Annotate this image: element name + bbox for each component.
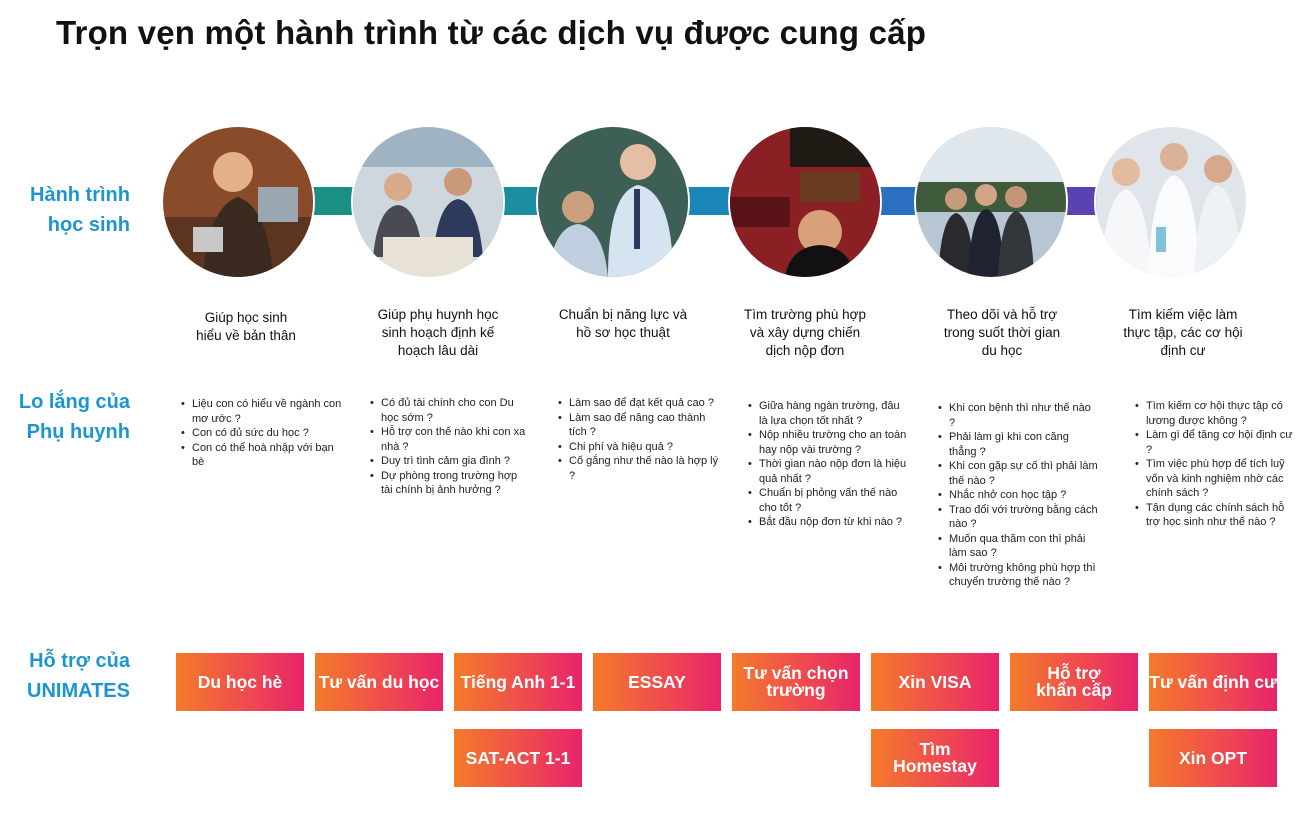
concern-item: • Tận dụng các chính sách hỗ trợ học sinh như thế nào ?: [1146, 501, 1296, 530]
concern-item: • Làm sao để đạt kết quả cao ?: [569, 396, 719, 411]
step-title-6-line2: thực tập, các cơ hội: [1123, 325, 1243, 340]
concern-item: • Giữa hàng ngàn trường, đâu là lựa chọn tốt nhất ?: [759, 399, 909, 428]
step-title-5-line3: du học: [981, 343, 1023, 358]
service-du-hoc-he: [176, 653, 304, 711]
step-title-5-line1: Theo dõi và hỗ trợ: [946, 307, 1058, 322]
label-worries: [0, 387, 130, 447]
label-worries-line2: Phụ huynh: [26, 421, 130, 443]
service-label: Tiếng Anh 1-1: [460, 671, 576, 692]
service-label: Xin VISA: [898, 671, 972, 692]
service-tu-van-dinh-cu: [1149, 653, 1277, 711]
step-title-3-line2: hồ sơ học thuật: [576, 325, 670, 340]
concern-item: • Cố gắng như thế nào là hợp lý ?: [569, 454, 719, 483]
scientists-lab-photo: [1096, 127, 1246, 277]
service-tim-homestay: [871, 729, 999, 787]
concerns-list-2: [367, 396, 531, 498]
step-title-3-line1: Chuẩn bị năng lực và: [558, 307, 688, 322]
step-title-3: [538, 306, 708, 342]
concern-item: • Khi con gặp sự cố thì phải làm thế nào ?: [949, 459, 1099, 488]
step-title-2-line3: hoạch lâu dài: [397, 343, 479, 358]
concern-item: • Dự phòng trong trường hợp tài chính bị ảnh hưởng ?: [381, 469, 531, 498]
service-essay: [593, 653, 721, 711]
concern-item: • Liệu con có hiểu về ngành con mơ ước ?: [192, 397, 342, 426]
step-title-4-line3: dịch nộp đơn: [765, 343, 845, 358]
step-title-6-line1: Tìm kiếm việc làm: [1128, 307, 1238, 322]
service-label: Du học hè: [197, 671, 283, 692]
concern-item: • Nhắc nhở con học tập ?: [949, 488, 1099, 503]
step-title-6-line3: định cư: [1160, 343, 1206, 358]
label-support-line1: Hỗ trợ của: [29, 650, 130, 672]
service-label-line2: Homestay: [893, 756, 977, 776]
service-label-line2: trường: [766, 680, 826, 700]
concern-item: • Có đủ tài chính cho con Du học sớm ?: [381, 396, 531, 425]
step-title-2-line2: sinh hoạch định kế: [381, 325, 495, 340]
label-support: [0, 646, 130, 706]
service-label: Tư vấn định cư: [1149, 671, 1277, 692]
concern-item: • Chuẩn bị phỏng vấn thế nào cho tốt ?: [759, 486, 909, 515]
step-title-4-line2: và xây dựng chiến: [749, 325, 861, 340]
concern-item: • Trao đổi với trường bằng cách nào ?: [949, 503, 1099, 532]
label-worries-line1: Lo lắng của: [18, 391, 130, 413]
concerns-list-6: [1132, 399, 1296, 530]
concern-item: • Con có thể hoà nhập với bạn bè: [192, 441, 342, 470]
service-tu-van-du-hoc: [315, 653, 443, 711]
service-label-line2: khẩn cấp: [1036, 680, 1112, 700]
label-journey-line2: học sinh: [47, 214, 130, 236]
concern-item: • Làm sao để nâng cao thành tích ?: [569, 411, 719, 440]
concern-item: • Tìm việc phù hợp để tích luỹ vốn và kinh nghiệm nhờ các chính sách ?: [1146, 457, 1296, 501]
concern-item: • Thời gian nào nộp đơn là hiệu quả nhất ?: [759, 457, 909, 486]
concerns-list-3: [555, 396, 719, 483]
step-title-1-line1: Giúp học sinh: [204, 310, 288, 325]
students-group-photo: [916, 127, 1066, 277]
concern-item: • Hỗ trợ con thế nào khi con xa nhà ?: [381, 425, 531, 454]
service-tieng-anh: [454, 653, 582, 711]
service-label: Xin OPT: [1178, 747, 1248, 768]
concern-item: • Làm gì để tăng cơ hội định cư ?: [1146, 428, 1296, 457]
concerns-list-1: [178, 397, 342, 470]
step-title-6: [1098, 306, 1268, 360]
step-title-1: [161, 309, 331, 345]
concern-item: • Nộp nhiều trường cho an toàn hay nộp vài trường ?: [759, 428, 909, 457]
step-title-5: [917, 306, 1087, 360]
service-label-line1: Hỗ trợ: [1047, 663, 1101, 683]
concern-item: • Khi con bệnh thì như thế nào ?: [949, 401, 1099, 430]
service-xin-visa: [871, 653, 999, 711]
service-label-line1: Tư vấn chọn: [743, 663, 849, 683]
concern-item: • Duy trì tình cảm gia đình ?: [381, 454, 531, 469]
concern-item: • Phải làm gì khi con căng thẳng ?: [949, 430, 1099, 459]
concern-item: • Con có đủ sức du học ?: [192, 426, 342, 441]
concern-item: • Muốn qua thăm con thì phải làm sao ?: [949, 532, 1099, 561]
step-title-2: [353, 306, 523, 360]
service-sat-act: [454, 729, 582, 787]
page-title: Trọn vẹn một hành trình từ các dịch vụ được cung cấp: [56, 14, 927, 51]
step-title-5-line2: trong suốt thời gian: [943, 325, 1061, 340]
parents-meeting-photo: [353, 127, 503, 277]
step-title-4: [720, 306, 890, 360]
label-journey: [0, 180, 130, 240]
concern-item: • Chi phí và hiệu quả ?: [569, 440, 719, 455]
concerns-list-5: [935, 401, 1099, 590]
service-ho-tro-khan-cap: [1010, 653, 1138, 711]
service-tu-van-chon-truong: [732, 653, 860, 711]
student-lab-photo: [163, 127, 313, 277]
service-label: Tư vấn du học: [318, 671, 440, 692]
service-label: SAT-ACT 1-1: [465, 747, 571, 768]
step-title-1-line2: hiểu về bản thân: [196, 328, 296, 343]
concern-item: • Môi trường không phù hợp thì chuyển trường thế nào ?: [949, 561, 1099, 590]
concern-item: • Tìm kiếm cơ hội thực tập có lương được không ?: [1146, 399, 1296, 428]
service-xin-opt: [1149, 729, 1277, 787]
step-title-4-line1: Tìm trường phù hợp: [743, 307, 867, 322]
label-journey-line1: Hành trình: [30, 184, 130, 206]
teacher-photo: [538, 127, 688, 277]
label-support-line2: UNIMATES: [27, 680, 130, 702]
step-title-2-line1: Giúp phụ huynh học: [377, 307, 499, 322]
universities-photo: [730, 127, 880, 277]
service-label: ESSAY: [628, 671, 686, 692]
service-label-line1: Tìm: [919, 739, 951, 759]
concern-item: • Bắt đầu nộp đơn từ khi nào ?: [759, 515, 909, 530]
concerns-list-4: [745, 399, 909, 530]
